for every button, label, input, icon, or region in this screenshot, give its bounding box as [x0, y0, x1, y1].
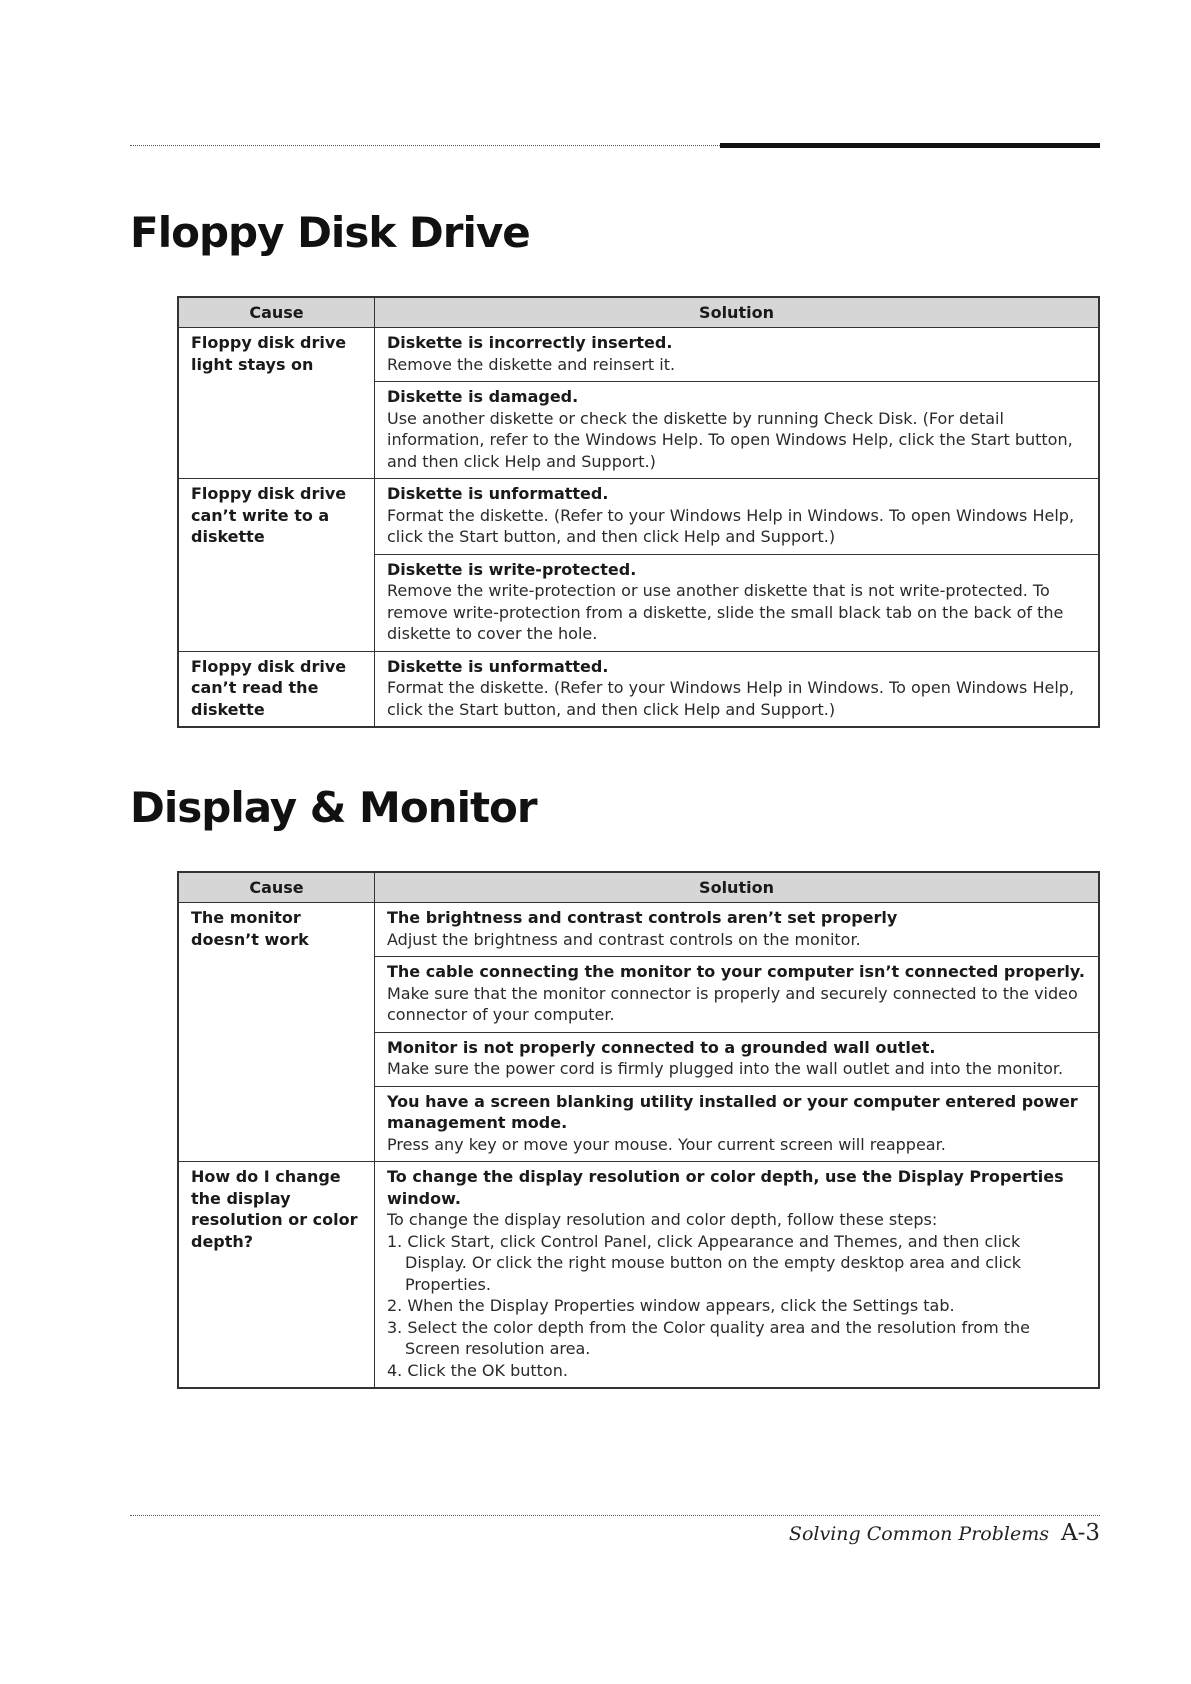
- solution-cell: [375, 1162, 1100, 1389]
- table-header-row: [178, 297, 1099, 328]
- cause-cell: Floppy disk drive light stays on: [178, 328, 375, 479]
- solution-title: Diskette is damaged.: [387, 387, 579, 406]
- solution-text: Format the diskette. (Refer to your Windows Help in Windows. To open Windows Help, click the Start button, and then click Help and Support.): [387, 505, 1075, 546]
- solution-title: Diskette is write-protected.: [387, 559, 637, 579]
- solution-title: The cable connecting the monitor to your computer isn’t connected properly.: [387, 962, 1085, 981]
- table-row: [178, 479, 1099, 555]
- table-row: [178, 903, 1099, 957]
- solution-text: Remove the write-protection or use another diskette that is not write-protected. To remove write-protection from a diskette, slide the small black tab on the back of the diskette to cover the hole.: [387, 581, 1064, 643]
- solution-text: Use another diskette or check the diskette by running Check Disk. (For detail information, refer to the Windows Help. To open Windows Help, click the Start button, and then click Help and Support.): [387, 408, 1073, 471]
- solution-text: Press any key or move your mouse. Your current screen will reappear.: [387, 1134, 946, 1154]
- cause-cell: Floppy disk drive can’t write to a diskette: [178, 479, 375, 652]
- table-row: [178, 651, 1099, 727]
- steps-list: [387, 1231, 1086, 1382]
- table-row: [178, 1162, 1099, 1389]
- footer-chapter-title: Solving Common Problems: [788, 1523, 1049, 1545]
- solution-cell: [375, 957, 1100, 1033]
- table-header-row: [178, 872, 1099, 903]
- footer-dotted-rule: [130, 1515, 1100, 1516]
- solution-cell: [375, 382, 1100, 479]
- table-row: [178, 328, 1099, 382]
- header-solid-rule: [720, 143, 1100, 148]
- solution-cell: [375, 903, 1100, 957]
- list-item: 1. Click Start, click Control Panel, click Appearance and Themes, and then click Display. Or click the right mouse button on the empty desktop area and click Properties.: [387, 1231, 1022, 1294]
- solution-title: Diskette is incorrectly inserted.: [387, 333, 673, 352]
- solution-cell: [375, 651, 1100, 727]
- header-dotted-rule: [130, 145, 720, 146]
- solution-text: Adjust the brightness and contrast controls on the monitor.: [387, 929, 861, 949]
- column-header-solution: Solution: [375, 872, 1100, 903]
- solution-title: To change the display resolution or color depth, use the Display Properties window.: [387, 1167, 1064, 1208]
- solution-title: Diskette is unformatted.: [387, 656, 609, 676]
- solution-title: Diskette is unformatted.: [387, 484, 609, 503]
- list-item: 3. Select the color depth from the Color quality area and the resolution from the Screen resolution area.: [387, 1317, 1031, 1358]
- cause-cell: The monitor doesn’t work: [178, 903, 375, 1162]
- column-header-solution: Solution: [375, 297, 1100, 328]
- solution-text: Make sure the power cord is firmly plugged into the wall outlet and into the monitor.: [387, 1059, 1064, 1078]
- solution-text: Remove the diskette and reinsert it.: [387, 354, 676, 374]
- solution-cell: [375, 1086, 1100, 1162]
- solution-title: Monitor is not properly connected to a grounded wall outlet.: [387, 1037, 936, 1057]
- solution-title: You have a screen blanking utility installed or your computer entered power management mode.: [387, 1091, 1078, 1132]
- section-title-floppy: Floppy Disk Drive: [130, 208, 530, 257]
- solution-cell: [375, 328, 1100, 382]
- solution-cell: [375, 1032, 1100, 1086]
- solution-text: Make sure that the monitor connector is properly and securely connected to the video connector of your computer.: [387, 983, 1078, 1024]
- page-footer: [789, 1520, 1100, 1546]
- cause-cell: Floppy disk drive can’t read the diskette: [178, 651, 375, 727]
- column-header-cause: Cause: [178, 297, 375, 328]
- solution-cell: [375, 554, 1100, 651]
- solution-cell: [375, 479, 1100, 555]
- list-item: 4. Click the OK button.: [387, 1360, 568, 1380]
- solution-text: Format the diskette. (Refer to your Windows Help in Windows. To open Windows Help, click the Start button, and then click Help and Support.): [387, 678, 1075, 719]
- cause-cell: How do I change the display resolution or color depth?: [178, 1162, 375, 1389]
- solution-title: The brightness and contrast controls aren’t set properly: [387, 908, 898, 927]
- list-item: 2. When the Display Properties window appears, click the Settings tab.: [387, 1296, 955, 1315]
- display-troubleshooting-table: [177, 871, 1100, 1389]
- solution-text: To change the display resolution and color depth, follow these steps:: [387, 1210, 938, 1229]
- page-number: A-3: [1060, 1520, 1100, 1546]
- section-title-display: Display & Monitor: [130, 783, 537, 832]
- column-header-cause: Cause: [178, 872, 375, 903]
- floppy-troubleshooting-table: [177, 296, 1100, 728]
